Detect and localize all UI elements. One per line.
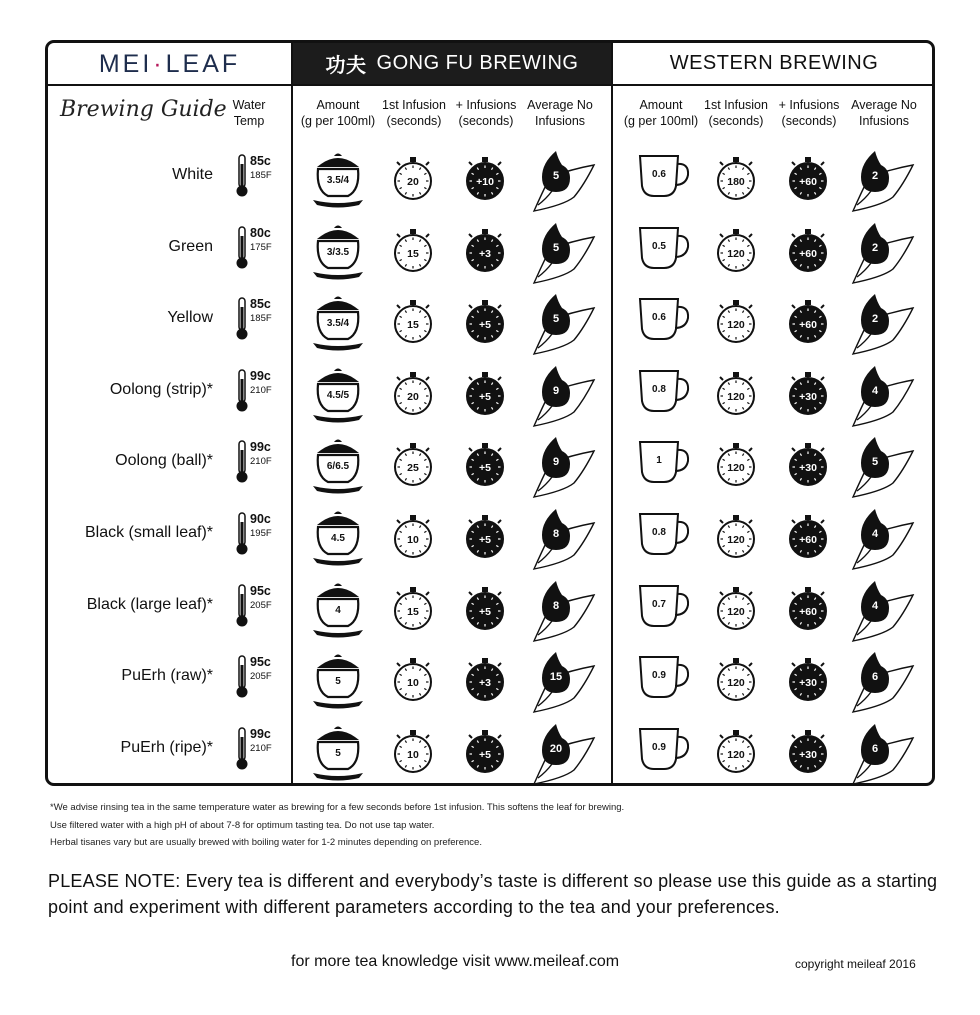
leaf-drop-icon-value: 6 <box>871 742 879 755</box>
timer-dark-icon-value: +60 <box>799 176 817 188</box>
gaiwan-icon <box>307 222 369 287</box>
visit-link[interactable]: for more tea knowledge visit www.meileaf.com <box>291 953 620 970</box>
timer-icon-value: 20 <box>407 176 419 188</box>
col-header-line: (g per 100ml) <box>300 114 376 128</box>
leaf-drop-icon <box>847 577 917 648</box>
timer-icon <box>714 513 758 564</box>
column-divider-right <box>611 43 613 783</box>
tea-name: White <box>172 166 213 183</box>
gaiwan-icon <box>307 436 369 501</box>
leaf-drop-icon <box>847 648 917 719</box>
logo-separator: · <box>153 50 165 78</box>
timer-dark-icon-value: +10 <box>476 176 494 188</box>
gaiwan-icon <box>307 508 369 573</box>
col-header-line: (g per 100ml) <box>623 114 699 128</box>
gaiwan-icon-value: 6/6.5 <box>326 461 350 473</box>
leaf-drop-icon-value: 4 <box>871 528 879 540</box>
leaf-drop-icon-value: 6 <box>871 671 879 684</box>
tea-name-6 <box>48 596 213 618</box>
leaf-drop-icon-value: 9 <box>552 384 560 397</box>
col-header-line: Infusions <box>858 114 910 128</box>
temp-fahrenheit: 195F <box>250 528 272 539</box>
thermometer-icon <box>236 369 248 413</box>
tea-name-4 <box>48 452 213 474</box>
leaf-drop-icon <box>847 219 917 290</box>
cup-icon-value: 1 <box>656 455 662 467</box>
cup-icon-value: 0.9 <box>652 670 666 682</box>
col-header-gf-amount <box>298 97 378 129</box>
water-temp <box>236 297 280 341</box>
temp-celsius: 85c <box>250 154 271 168</box>
timer-icon <box>391 585 435 636</box>
leaf-drop-icon-value: 8 <box>552 528 560 540</box>
leaf-drop-icon-value: 5 <box>552 241 560 254</box>
timer-dark-icon <box>786 513 830 564</box>
cup-icon <box>634 150 694 207</box>
leaf-drop-icon-value: 8 <box>552 599 560 612</box>
timer-icon <box>391 298 435 349</box>
timer-dark-icon-value: +30 <box>799 748 817 761</box>
timer-icon-value: 20 <box>407 390 419 403</box>
timer-dark-icon <box>463 656 507 707</box>
cup-icon-value: 0.7 <box>652 598 666 610</box>
leaf-drop-icon-value: 4 <box>871 599 879 612</box>
timer-dark-icon <box>786 155 830 206</box>
tea-name: Yellow <box>167 309 213 327</box>
timer-icon <box>391 513 435 564</box>
timer-dark-icon <box>463 227 507 278</box>
leaf-drop-icon <box>528 720 598 791</box>
tea-name-0 <box>48 166 213 188</box>
timer-dark-icon-value: +30 <box>799 677 817 690</box>
water-temp <box>236 154 280 198</box>
leaf-drop-icon-value: 9 <box>552 456 560 469</box>
cup-icon-value: 0.6 <box>652 169 666 180</box>
tea-name-2 <box>48 309 213 331</box>
thermometer-icon <box>236 154 248 198</box>
timer-dark-icon <box>786 298 830 349</box>
water-temp <box>236 655 280 699</box>
timer-icon-value: 15 <box>407 247 419 260</box>
timer-icon-value: 15 <box>407 319 419 332</box>
cup-icon-value: 0.9 <box>652 741 666 753</box>
thermometer-icon <box>236 226 248 270</box>
leaf-drop-icon <box>528 147 598 218</box>
leaf-drop-icon <box>528 362 598 433</box>
timer-icon <box>391 155 435 206</box>
gaiwan-icon-value: 5 <box>335 747 341 759</box>
temp-celsius: 95c <box>250 583 271 598</box>
leaf-drop-icon <box>847 290 917 361</box>
temp-celsius: 90c <box>250 512 271 526</box>
timer-dark-icon <box>463 585 507 636</box>
leaf-drop-icon <box>528 290 598 361</box>
leaf-drop-icon <box>847 147 917 218</box>
timer-dark-icon-value: +60 <box>799 319 817 332</box>
leaf-drop-icon <box>528 433 598 504</box>
tea-name-5 <box>48 524 213 546</box>
cup-icon <box>634 508 694 565</box>
timer-dark-icon <box>463 370 507 421</box>
timer-icon-value: 120 <box>727 390 745 403</box>
leaf-drop-icon-value: 20 <box>549 742 563 755</box>
timer-dark-icon <box>463 441 507 492</box>
col-header-line: 1st Infusion <box>704 98 768 112</box>
temp-fahrenheit: 175F <box>250 241 272 253</box>
timer-dark-icon-value: +3 <box>479 677 491 690</box>
leaf-drop-icon <box>847 362 917 433</box>
timer-dark-icon-value: +30 <box>799 462 817 475</box>
timer-icon-value: 120 <box>727 605 745 618</box>
cup-icon-value: 0.8 <box>652 527 666 538</box>
timer-dark-icon-value: +5 <box>479 534 491 546</box>
thermometer-icon <box>236 512 248 556</box>
tea-name-7 <box>48 667 213 689</box>
temp-fahrenheit: 210F <box>250 456 272 468</box>
temp-celsius: 99c <box>250 726 271 741</box>
col-header-line: Amount <box>639 98 683 112</box>
col-header-w-plus <box>769 97 849 129</box>
tea-name: Black (small leaf)* <box>84 524 213 541</box>
timer-icon-value: 10 <box>407 677 419 690</box>
water-temp <box>236 226 280 270</box>
timer-icon-value: 180 <box>727 176 745 188</box>
leaf-drop-icon <box>847 433 917 504</box>
timer-icon <box>391 227 435 278</box>
timer-dark-icon <box>786 656 830 707</box>
temp-fahrenheit: 210F <box>250 742 272 754</box>
timer-dark-icon-value: +5 <box>479 748 491 761</box>
brewing-guide-title: Brewing Guide <box>60 97 227 122</box>
water-temp <box>236 512 280 556</box>
timer-dark-icon <box>463 728 507 779</box>
leaf-drop-icon <box>847 720 917 791</box>
timer-icon-value: 10 <box>407 534 419 546</box>
timer-dark-icon <box>786 227 830 278</box>
timer-dark-icon-value: +30 <box>799 390 817 403</box>
thermometer-icon <box>236 297 248 341</box>
gaiwan-icon <box>307 150 369 215</box>
col-header-line: Infusions <box>534 114 586 128</box>
col-header-gf-first <box>374 97 454 129</box>
temp-fahrenheit: 210F <box>250 384 272 396</box>
leaf-drop-icon-value: 5 <box>552 170 560 182</box>
note-herbal: Herbal tisanes vary but are usually brewed with boiling water for 1-2 minutes depending on preference. <box>50 837 482 848</box>
gongfu-title: GONG FU BREWING <box>376 52 579 74</box>
temp-fahrenheit: 185F <box>250 313 272 325</box>
leaf-drop-icon-value: 15 <box>549 671 563 684</box>
timer-icon-value: 15 <box>407 605 419 618</box>
col-header-w-first <box>696 97 776 129</box>
timer-icon <box>714 155 758 206</box>
cup-icon-value: 0.6 <box>652 312 666 324</box>
logo-text-right: LEAF <box>165 50 241 78</box>
note-water: Use filtered water with a high pH of about 7-8 for optimum tasting tea. Do not use tap water. <box>50 820 435 831</box>
cup-icon-value: 0.8 <box>652 383 666 395</box>
col-header-line: Average No <box>851 98 917 112</box>
leaf-drop-icon <box>528 648 598 719</box>
col-header-water-temp <box>209 97 289 129</box>
timer-dark-icon-value: +5 <box>479 605 491 618</box>
timer-icon-value: 10 <box>407 748 419 761</box>
leaf-drop-icon <box>528 577 598 648</box>
gaiwan-icon-value: 3.5/4 <box>326 318 350 330</box>
cup-icon <box>634 222 694 279</box>
temp-celsius: 85c <box>250 297 271 312</box>
cup-icon <box>634 293 694 350</box>
gaiwan-icon-value: 4.5 <box>331 533 345 544</box>
timer-icon-value: 120 <box>727 748 745 761</box>
col-header-line: 1st Infusion <box>382 98 446 112</box>
tea-name: Green <box>168 237 213 255</box>
tea-name: Black (large leaf)* <box>86 595 213 613</box>
please-note: PLEASE NOTE: Every tea is different and everybody’s taste is different so please use this guide as a starting point and experiment with different parameters according to the tea and your preferences. <box>48 871 938 917</box>
timer-dark-icon-value: +5 <box>479 319 491 332</box>
cup-icon <box>634 580 694 637</box>
leaf-drop-icon-value: 5 <box>871 456 879 469</box>
timer-icon <box>714 227 758 278</box>
leaf-drop-icon-value: 2 <box>871 241 879 254</box>
timer-icon <box>391 370 435 421</box>
leaf-drop-icon <box>528 219 598 290</box>
note-rinse: *We advise rinsing tea in the same temperature water as brewing for a few seconds before 1st infusion. This softens the leaf for brewing. <box>50 802 625 813</box>
col-header-gf-avg <box>520 97 600 129</box>
temp-celsius: 99c <box>250 368 271 383</box>
copyright: copyright meileaf 2016 <box>795 957 916 971</box>
tea-name-8 <box>48 739 213 761</box>
col-header-line: + Infusions <box>778 98 840 112</box>
gaiwan-icon <box>307 651 369 716</box>
thermometer-icon <box>236 727 248 771</box>
gaiwan-icon-value: 3.5/4 <box>326 175 350 186</box>
gongfu-chinese: 功夫 <box>325 55 367 77</box>
temp-celsius: 80c <box>250 225 271 240</box>
tea-name: PuErh (ripe)* <box>120 738 213 756</box>
column-divider-left <box>291 43 293 783</box>
leaf-drop-icon-value: 2 <box>871 313 879 326</box>
timer-dark-icon <box>786 585 830 636</box>
timer-icon-value: 120 <box>727 677 745 690</box>
col-header-line: Average No <box>527 98 593 112</box>
col-header-line: Water <box>232 98 266 112</box>
timer-dark-icon <box>463 155 507 206</box>
leaf-drop-icon-value: 5 <box>552 313 560 326</box>
gongfu-header <box>293 43 611 84</box>
timer-icon <box>714 370 758 421</box>
timer-dark-icon <box>786 728 830 779</box>
timer-dark-icon <box>463 298 507 349</box>
gaiwan-icon <box>307 580 369 645</box>
cup-icon <box>634 436 694 493</box>
cup-icon <box>634 365 694 422</box>
timer-dark-icon-value: +60 <box>799 534 817 546</box>
timer-icon-value: 120 <box>727 462 745 475</box>
timer-dark-icon <box>463 513 507 564</box>
timer-icon <box>714 441 758 492</box>
timer-icon <box>714 728 758 779</box>
gaiwan-icon-value: 4.5/5 <box>326 389 350 401</box>
timer-dark-icon-value: +3 <box>479 247 491 260</box>
cup-icon-value: 0.5 <box>652 240 666 252</box>
col-header-gf-plus <box>446 97 526 129</box>
timer-icon <box>714 656 758 707</box>
gaiwan-icon <box>307 723 369 788</box>
gaiwan-icon <box>307 365 369 430</box>
timer-dark-icon <box>786 441 830 492</box>
col-header-line: (seconds) <box>708 114 764 128</box>
tea-name: Oolong (ball)* <box>115 452 213 470</box>
logo-text-left: MEI <box>98 50 153 78</box>
western-header <box>613 43 935 84</box>
leaf-drop-icon <box>847 505 917 576</box>
timer-icon-value: 25 <box>407 462 419 475</box>
thermometer-icon <box>236 655 248 699</box>
timer-icon-value: 120 <box>727 247 745 260</box>
cup-icon <box>634 651 694 708</box>
tea-name-3 <box>48 381 213 403</box>
col-header-line: Amount <box>316 98 360 112</box>
timer-icon <box>391 728 435 779</box>
water-temp <box>236 727 280 771</box>
col-header-line: (seconds) <box>781 114 837 128</box>
col-header-line: Temp <box>233 114 265 128</box>
water-temp <box>236 369 280 413</box>
water-temp <box>236 440 280 484</box>
timer-dark-icon-value: +5 <box>479 462 491 475</box>
timer-icon-value: 120 <box>727 534 745 546</box>
leaf-drop-icon-value: 4 <box>871 384 879 397</box>
timer-icon <box>714 585 758 636</box>
gaiwan-icon-value: 5 <box>335 676 341 688</box>
timer-dark-icon-value: +60 <box>799 247 817 260</box>
leaf-drop-icon <box>528 505 598 576</box>
timer-dark-icon-value: +60 <box>799 605 817 618</box>
thermometer-icon <box>236 584 248 628</box>
timer-icon-value: 120 <box>727 319 745 332</box>
col-header-w-avg <box>844 97 924 129</box>
western-title: WESTERN BREWING <box>669 52 879 74</box>
thermometer-icon <box>236 440 248 484</box>
temp-celsius: 99c <box>250 440 271 455</box>
gaiwan-icon-value: 3/3.5 <box>326 246 350 258</box>
gaiwan-icon <box>307 293 369 358</box>
col-header-w-amount <box>621 97 701 129</box>
temp-fahrenheit: 205F <box>250 599 272 611</box>
gaiwan-icon-value: 4 <box>335 604 341 616</box>
meileaf-logo <box>48 43 291 86</box>
timer-icon <box>391 656 435 707</box>
timer-dark-icon-value: +5 <box>479 390 491 403</box>
tea-name: Oolong (strip)* <box>109 380 213 398</box>
leaf-drop-icon-value: 2 <box>871 170 879 182</box>
tea-name: PuErh (raw)* <box>121 667 213 685</box>
timer-icon <box>391 441 435 492</box>
cup-icon <box>634 723 694 780</box>
col-header-line: (seconds) <box>458 114 514 128</box>
timer-dark-icon <box>786 370 830 421</box>
water-temp <box>236 584 280 628</box>
col-header-line: (seconds) <box>386 114 442 128</box>
temp-fahrenheit: 205F <box>250 671 272 683</box>
temp-fahrenheit: 185F <box>250 170 272 181</box>
timer-icon <box>714 298 758 349</box>
temp-celsius: 95c <box>250 655 271 670</box>
col-header-line: + Infusions <box>455 98 517 112</box>
tea-name-1 <box>48 238 213 260</box>
